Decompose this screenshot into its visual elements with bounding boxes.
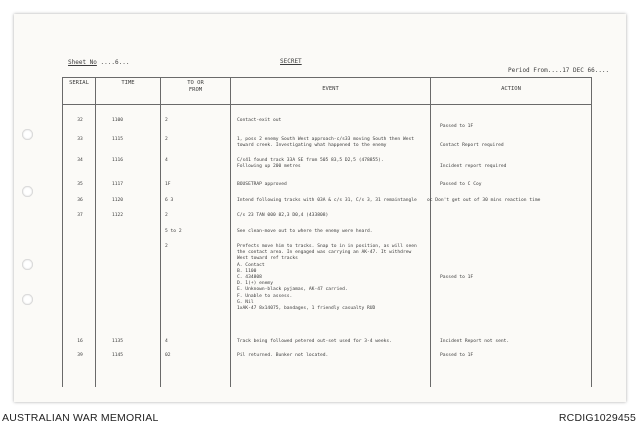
column-header-event: EVENT	[322, 86, 339, 92]
time-cell: 1120	[112, 198, 124, 203]
event-line: the contact area. In engaged was carrying an AK-47. It withdrew	[237, 250, 412, 256]
column-header-time: TIME	[121, 80, 135, 86]
serial-cell: 33	[77, 137, 83, 142]
punch-hole	[22, 129, 33, 140]
period-label: Period From	[508, 67, 548, 74]
event-line: C/s 23 TAN 000 82,3 D0,4 (433808)	[237, 213, 329, 218]
event-line: Pil returned. Bunker not located.	[237, 353, 329, 358]
classification-label: SECRET	[280, 58, 302, 65]
punch-hole	[22, 294, 33, 305]
table-top-line	[62, 77, 592, 78]
serial-cell: 34	[77, 158, 83, 163]
classification	[280, 58, 302, 65]
event-line: G. Nil	[237, 299, 254, 305]
punch-hole	[22, 186, 33, 197]
event-line: Contact-exit out	[237, 118, 282, 123]
action-line: Contact Report required	[440, 143, 504, 149]
action-line: Passed to 1F	[440, 124, 474, 130]
sheet-label: Sheet No	[68, 59, 97, 66]
column-header-action: ACTION	[501, 86, 521, 92]
table-left-border	[62, 77, 63, 387]
to-or-from-cell: 4	[165, 339, 168, 344]
column-divider	[230, 77, 231, 387]
action-line: Incident report required	[440, 164, 507, 170]
to-or-from-cell: 2	[165, 244, 168, 249]
action-line: Passed to C Coy	[440, 182, 482, 187]
event-line: D. 1(+) enemy	[237, 281, 273, 287]
event-line: C. 434808	[237, 275, 262, 280]
event-line: A. Contact	[237, 262, 265, 268]
to-or-from-cell: 02	[165, 353, 171, 358]
event-line: Prefects move him to tracks. Snap to in in position, as will seen	[237, 244, 417, 249]
serial-cell: 36	[77, 198, 83, 203]
column-divider	[160, 77, 161, 387]
event-line: Track being followed petered out-set used for 3-4 weeks.	[237, 339, 392, 344]
event-line: B. 1100	[237, 268, 257, 274]
to-or-from-cell: 2	[165, 213, 168, 218]
serial-cell: 37	[77, 213, 83, 218]
time-cell: 1122	[112, 213, 124, 218]
event-line: Following up 200 metres	[237, 164, 301, 170]
column-divider	[430, 77, 431, 387]
to-or-from-cell: 6 3	[165, 198, 174, 203]
table-header-line	[62, 104, 592, 105]
serial-cell: 16	[77, 339, 83, 344]
to-or-from-cell: 4	[165, 158, 168, 163]
event-line: F. Unable to assess.	[237, 293, 293, 299]
time-cell: 1116	[112, 158, 124, 163]
to-or-from-cell: 2	[165, 118, 168, 123]
period	[508, 67, 609, 74]
serial-cell: 32	[77, 118, 83, 123]
event-line: 1, poss 2 enemy South West approach-c/s33 moving South then West	[237, 137, 415, 142]
footer-reference-id: RCDIG1029455	[558, 412, 636, 424]
time-cell: 1117	[112, 182, 124, 187]
event-line: 1xAK-47 8x14075, bandages, 1 friendly casualty RUD	[237, 306, 376, 311]
footer-archive-name: AUSTRALIAN WAR MEMORIAL	[2, 412, 159, 424]
to-or-from-cell: 2	[165, 137, 168, 142]
to-or-from-cell: 1F	[165, 182, 171, 187]
time-cell: 1145	[112, 353, 124, 358]
action-line: Incident Report not sent.	[440, 339, 510, 344]
column-header-serial: SERIAL	[69, 80, 89, 86]
action-line: oc Don't get out of 30 mins reaction time	[427, 198, 541, 203]
serial-cell: 39	[77, 353, 83, 358]
event-line: See clean-move out to where the enemy were heard.	[237, 229, 373, 234]
action-line: Passed to 1F	[440, 275, 474, 280]
serial-cell: 35	[77, 182, 83, 187]
sheet-number	[68, 59, 129, 66]
table-right-border	[591, 77, 592, 387]
to-or-from-cell: 5 to 2	[165, 229, 182, 234]
action-line: Passed to 1F	[440, 353, 474, 358]
column-divider	[95, 77, 96, 387]
event-line: C/s41 found track 33A SE from 505 83,5 D2,5 (478855).	[237, 158, 384, 163]
event-line: toward creek. Investigating what happened to the enemy	[237, 143, 387, 149]
time-cell: 1100	[112, 118, 124, 123]
sheet-value: ....6...	[100, 59, 130, 66]
time-cell: 1115	[112, 137, 124, 142]
time-cell: 1135	[112, 339, 124, 344]
period-value: ....17 DEC 66....	[547, 67, 610, 74]
event-line: Intend following tracks with 03A & c/s 31, C/s 3, 31 remaintangle	[237, 198, 417, 203]
punch-hole	[22, 259, 33, 270]
event-line: West toward ref tracks	[237, 256, 298, 262]
event-line: BOUSETRAP approved	[237, 182, 287, 187]
event-line: E. Unknown-black pyjamas, AK-47 carried.	[237, 287, 348, 293]
column-header-to-or-from: TO OR FROM	[187, 80, 204, 93]
